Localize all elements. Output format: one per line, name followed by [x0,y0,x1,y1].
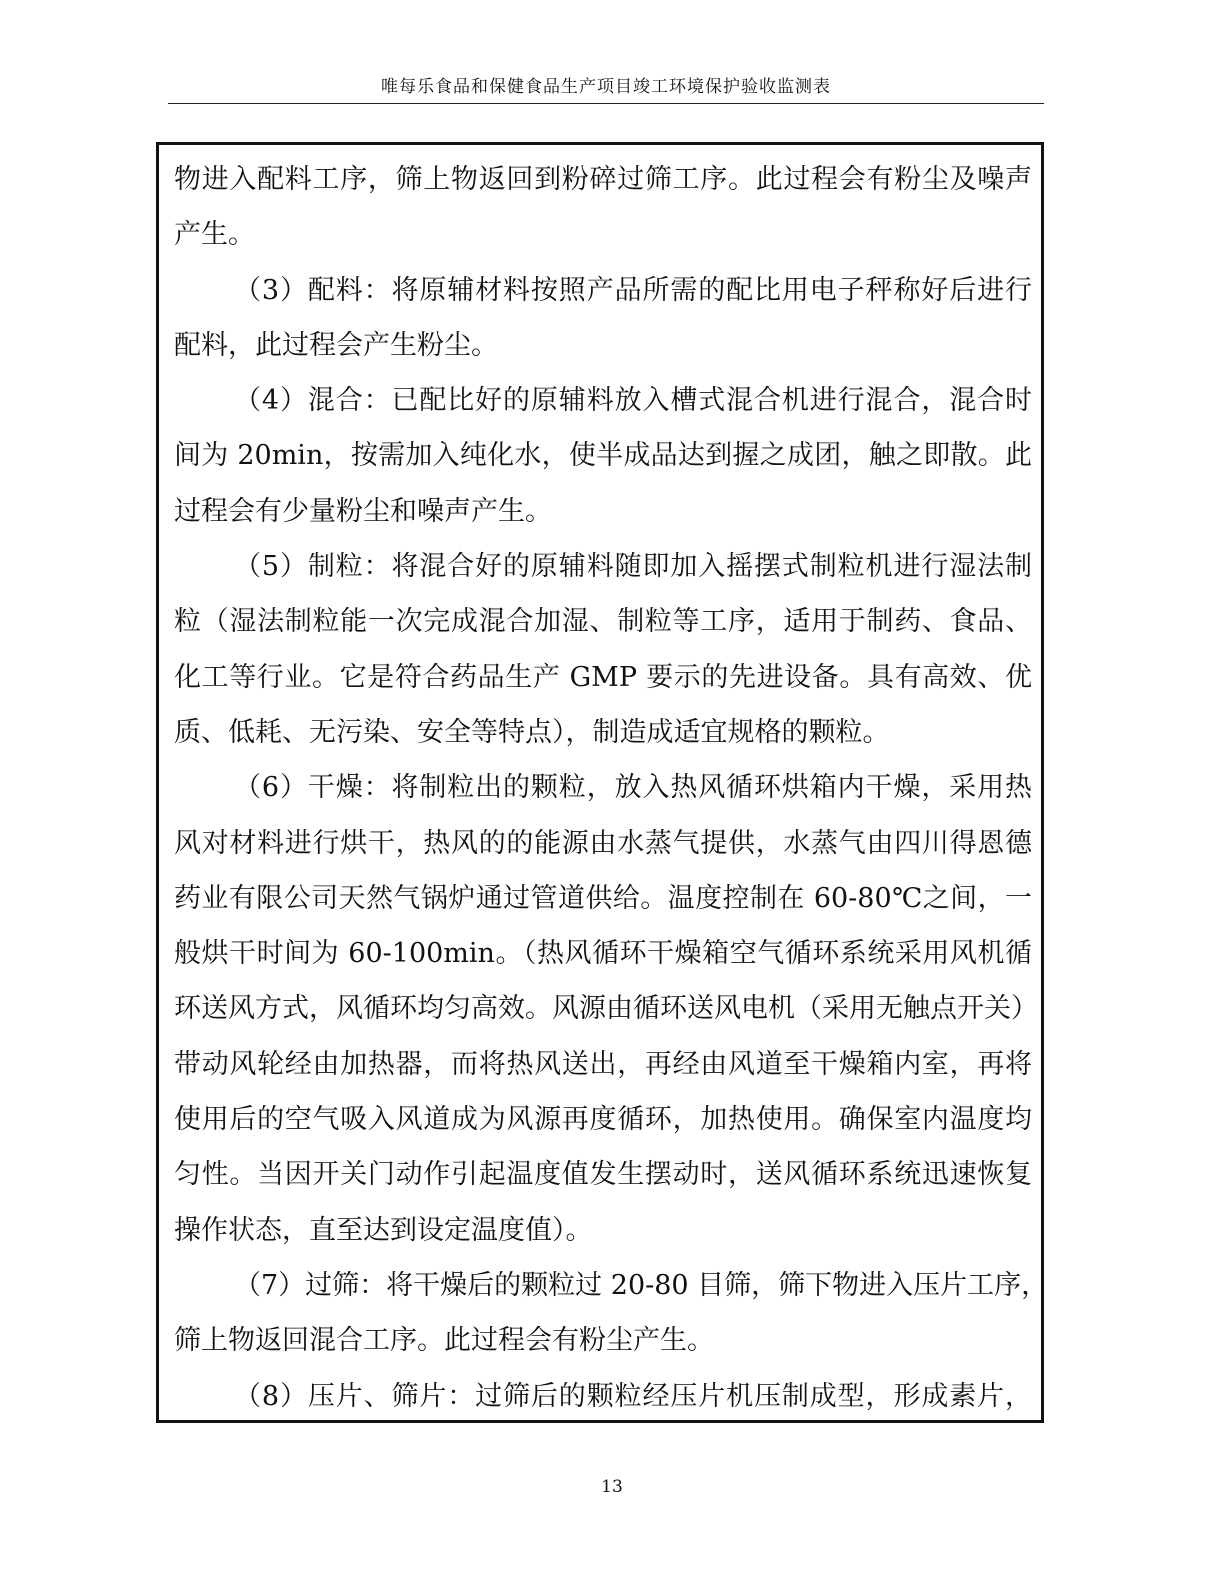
text-line: （7）过筛：将干燥后的颗粒过 20-80 目筛，筛下物进入压片工序， [234,1269,1049,1301]
page-number: 13 [601,1477,623,1497]
text-line: 带动风轮经由加热器，而将热风送出，再经由风道至干燥箱内室，再将 [174,1048,1032,1080]
text-line: 筛上物返回混合工序。此过程会有粉尘产生。 [174,1325,714,1357]
text-line: 药业有限公司天然气锅炉通过管道供给。温度控制在 60-80℃之间，一 [174,882,1032,914]
text-line: （5）制粒：将混合好的原辅料随即加入摇摆式制粒机进行湿法制 [234,551,1032,583]
text-line: 产生。 [174,219,255,251]
running-header: 唯每乐食品和保健食品生产项目竣工环境保护验收监测表 [381,77,831,97]
text-line: （8）压片、筛片：过筛后的颗粒经压片机压制成型，形成素片， [234,1380,1032,1412]
text-line: （3）配料：将原辅材料按照产品所需的配比用电子秤称好后进行 [234,274,1032,306]
text-line: 配料，此过程会产生粉尘。 [174,329,498,361]
text-line: 环送风方式，风循环均匀高效。风源由循环送风电机（采用无触点开关） [174,993,1038,1025]
text-line: 化工等行业。它是符合药品生产 GMP 要示的先进设备。具有高效、优 [174,661,1032,693]
text-line: （6）干燥：将制粒出的颗粒，放入热风循环烘箱内干燥，采用热 [234,772,1032,804]
text-line: 匀性。当因开关门动作引起温度值发生摆动时，送风循环系统迅速恢复 [174,1159,1032,1191]
text-line: 间为 20min，按需加入纯化水，使半成品达到握之成团，触之即散。此 [174,440,1032,472]
text-line: 过程会有少量粉尘和噪声产生。 [174,495,552,527]
text-line: 操作状态，直至达到设定温度值）。 [174,1214,593,1246]
text-line: 粒（湿法制粒能一次完成混合加湿、制粒等工序，适用于制药、食品、 [174,606,1032,638]
header-rule [168,103,1044,104]
body-text [174,152,1049,1424]
text-line: 使用后的空气吸入风道成为风源再度循环，加热使用。确保室内温度均 [174,1104,1032,1136]
text-line: 般烘干时间为 60-100min。（热风循环干燥箱空气循环系统采用风机循 [174,938,1032,970]
text-line: 质、低耗、无污染、安全等特点），制造成适宜规格的颗粒。 [174,716,890,748]
text-line: （4）混合：已配比好的原辅料放入槽式混合机进行混合，混合时 [234,385,1032,417]
text-line: 物进入配料工序，筛上物返回到粉碎过筛工序。此过程会有粉尘及噪声 [174,164,1032,195]
text-line: 风对材料进行烘干，热风的的能源由水蒸气提供，水蒸气由四川得恩德 [174,827,1032,859]
